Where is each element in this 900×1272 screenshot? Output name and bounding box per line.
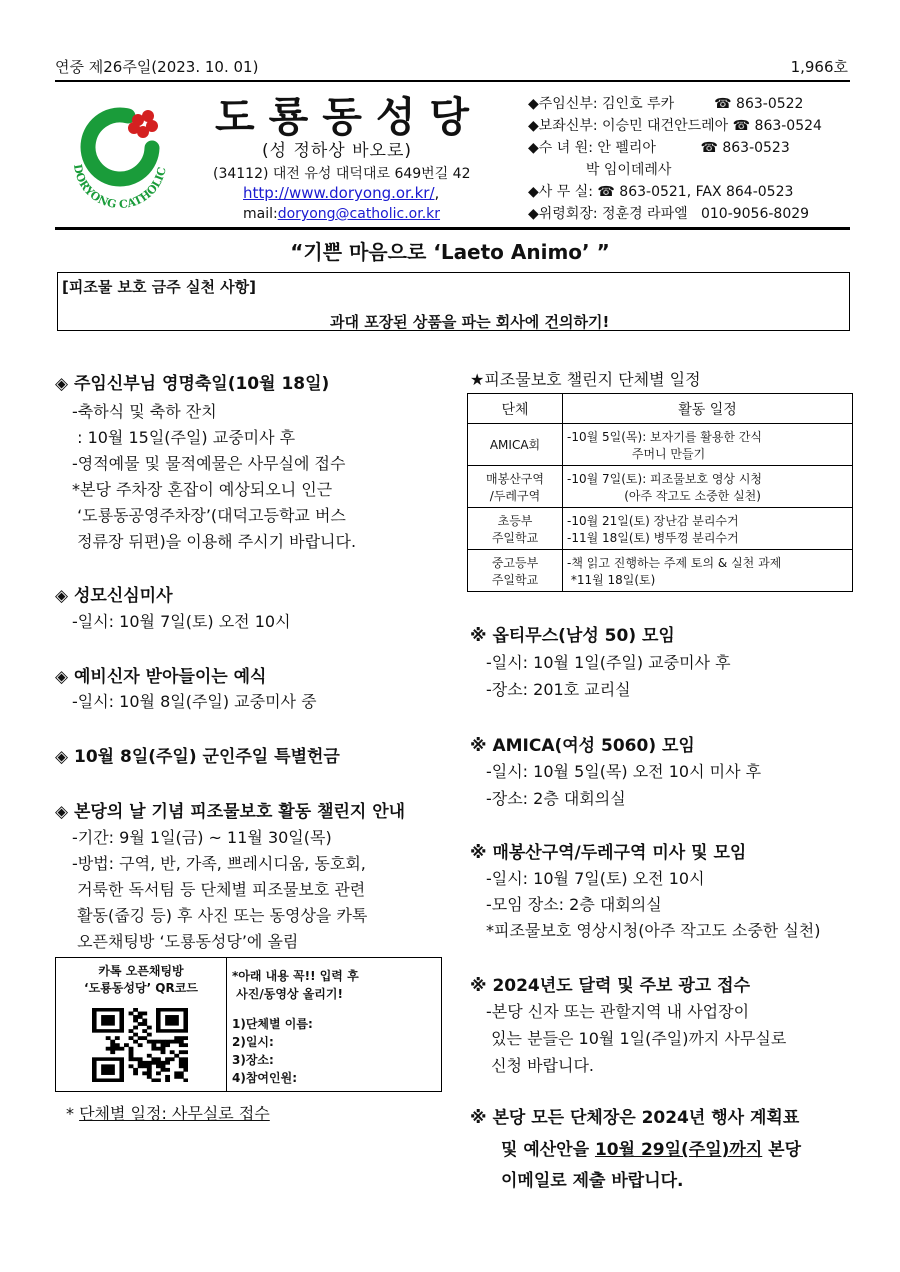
patron-saint: (성 정하상 바오로) bbox=[262, 141, 413, 161]
section-budget-notice-line-1: ※ 본당 모든 단체장은 2024년 행사 계획표 bbox=[470, 1108, 800, 1128]
qr-title-1: 카톡 오픈채팅방 bbox=[98, 964, 184, 978]
section-pastor-feast-title: ◈ 주임신부님 영명축일(10월 18일) bbox=[55, 374, 330, 394]
contact-assistant: ◆보좌신부: 이승민 대건안드레아 ☎ 863-0524 bbox=[528, 118, 822, 134]
contact-office: ◆사 무 실: ☎ 863-0521, FAX 864-0523 bbox=[528, 184, 794, 200]
list-item: -기간: 9월 1일(금) ~ 11월 30일(목) bbox=[72, 828, 332, 847]
list-item: 있는 분들은 10월 1일(주일)까지 사무실로 bbox=[486, 1029, 787, 1048]
qr-field-group: 1)단체별 이름: bbox=[232, 1017, 313, 1031]
list-item: 정류장 뒤편)을 이용해 주시기 바랍니다. bbox=[72, 532, 357, 551]
table-row bbox=[468, 550, 853, 592]
list-item: -방법: 구역, 반, 가족, 쁘레시디움, 동호회, bbox=[72, 854, 366, 873]
list-item: 거룩한 독서팀 등 단체별 피조물보호 관련 bbox=[72, 880, 366, 899]
schedule-table bbox=[467, 393, 853, 592]
qr-note-2: 사진/동영상 올리기! bbox=[232, 987, 343, 1001]
header-top-rule bbox=[55, 80, 850, 82]
list-item: -일시: 10월 8일(주일) 교중미사 중 bbox=[72, 692, 317, 711]
issue-number: 1,966호 bbox=[790, 58, 848, 76]
mail-label: mail: bbox=[243, 206, 278, 222]
table-header-group: 단체 bbox=[468, 394, 563, 424]
qr-field-date: 2)일시: bbox=[232, 1035, 274, 1049]
section-catechumen-title: ◈ 예비신자 받아들이는 예식 bbox=[55, 667, 267, 687]
homepage-line bbox=[243, 184, 439, 202]
contact-convent-2: 박 임이데레사 bbox=[528, 162, 672, 178]
church-logo bbox=[60, 100, 180, 220]
issue-info: 연중 제26주일(2023. 10. 01) bbox=[55, 58, 259, 76]
table-row bbox=[468, 424, 853, 466]
contact-memorial: ◆위령회장: 정훈경 라파엘 010-9056-8029 bbox=[528, 206, 810, 222]
list-item: 활동(줍깅 등) 후 사진 또는 동영상을 카톡 bbox=[72, 906, 368, 925]
section-budget-notice-line-3: 이메일로 제출 바랍니다. bbox=[501, 1171, 684, 1191]
list-item: -일시: 10월 7일(토) 오전 10시 bbox=[486, 869, 705, 888]
section-calendar-ad-title: ※ 2024년도 달력 및 주보 광고 접수 bbox=[470, 976, 750, 996]
table-cell-group: 중고등부 주일학교 bbox=[468, 550, 563, 592]
notice-box bbox=[57, 272, 850, 331]
notice-tag: [피조물 보호 금주 실천 사항] bbox=[62, 278, 256, 296]
list-item: 오픈채팅방 ‘도룡동성당’에 올림 bbox=[72, 932, 299, 951]
qr-title-2: ‘도룡동성당’ QR코드 bbox=[84, 981, 198, 995]
footnote-prefix: * bbox=[66, 1104, 80, 1123]
table-cell-group: 초등부 주일학교 bbox=[468, 508, 563, 550]
qr-code-icon[interactable] bbox=[92, 1008, 188, 1082]
list-item: 신청 바랍니다. bbox=[486, 1056, 594, 1075]
footnote bbox=[66, 1101, 270, 1124]
table-row bbox=[468, 508, 853, 550]
table-cell-group: AMICA회 bbox=[468, 424, 563, 466]
table-cell-group: 매봉산구역 /두레구역 bbox=[468, 466, 563, 508]
table-cell-schedule: -책 읽고 진행하는 주제 토의 & 실천 과제 *11월 18일(토) bbox=[563, 550, 853, 592]
qr-info-box bbox=[55, 957, 442, 1092]
church-name: 도룡동성당 bbox=[215, 93, 484, 141]
list-item: : 10월 15일(주일) 교중미사 후 bbox=[72, 428, 296, 447]
table-cell-schedule: -10월 21일(토) 장난감 분리수거 -11월 18일(토) 병뚜껑 분리수거 bbox=[563, 508, 853, 550]
table-cell-schedule: -10월 5일(목): 보자기를 활용한 간식 주머니 만들기 bbox=[563, 424, 853, 466]
table-header-schedule: 활동 일정 bbox=[563, 394, 853, 424]
list-item: -일시: 10월 7일(토) 오전 10시 bbox=[72, 612, 291, 631]
mail-link[interactable]: doryong@catholic.or.kr bbox=[277, 206, 441, 222]
qr-field-count: 4)참여인원: bbox=[232, 1071, 298, 1085]
deadline-date: 10월 29일(주일)까지 bbox=[594, 1140, 763, 1160]
section-budget-notice-line-2: 및 예산안을 10월 29일(주일)까지 본당 bbox=[501, 1140, 802, 1160]
header-bottom-rule bbox=[55, 227, 850, 230]
list-item: ‘도룡동공영주차장’(대덕고등학교 버스 bbox=[72, 506, 346, 525]
list-item: -일시: 10월 5일(목) 오전 10시 미사 후 bbox=[486, 762, 762, 781]
section-challenge-title: ◈ 본당의 날 기념 피조물보호 활동 챌린지 안내 bbox=[55, 802, 406, 822]
list-item: *피조물보호 영상시청(아주 작고도 소중한 실천) bbox=[486, 921, 821, 940]
section-amica-title: ※ AMICA(여성 5060) 모임 bbox=[470, 736, 695, 756]
contact-convent: ◆수 녀 원: 안 펠리아 ☎ 863-0523 bbox=[528, 140, 790, 156]
contact-pastor: ◆주임신부: 김인호 루카 ☎ 863-0522 bbox=[528, 96, 804, 112]
section-district-meeting-title: ※ 매봉산구역/두레구역 미사 및 모임 bbox=[470, 843, 747, 863]
list-item: -장소: 201호 교리실 bbox=[486, 680, 631, 699]
homepage-link[interactable]: http://www.doryong.or.kr/ bbox=[243, 184, 435, 202]
qr-note-1: *아래 내용 꼭!! 입력 후 bbox=[232, 969, 359, 983]
notice-text: 과대 포장된 상품을 파는 회사에 건의하기! bbox=[330, 313, 610, 331]
qr-field-place: 3)장소: bbox=[232, 1053, 274, 1067]
church-address: (34112) 대전 유성 대덕대로 649번길 42 bbox=[213, 166, 471, 182]
list-item: -장소: 2층 대회의실 bbox=[486, 789, 626, 808]
table-row bbox=[468, 466, 853, 508]
list-item: -축하식 및 축하 잔치 bbox=[72, 402, 217, 421]
list-item: *본당 주차장 혼잡이 예상되오니 인근 bbox=[72, 480, 333, 499]
table-cell-schedule: -10월 7일(토): 피조물보호 영상 시청 (아주 작고도 소중한 실천) bbox=[563, 466, 853, 508]
homepage-suffix: , bbox=[434, 184, 440, 202]
motto: “기쁜 마음으로 ‘Laeto Animo’ ” bbox=[290, 240, 610, 264]
list-item: -본당 신자 또는 관할지역 내 사업장이 bbox=[486, 1002, 750, 1021]
section-optimus-title: ※ 옵티무스(남성 50) 모임 bbox=[470, 626, 675, 646]
list-item: -일시: 10월 1일(주일) 교중미사 후 bbox=[486, 653, 731, 672]
list-item: -영적예물 및 물적예물은 사무실에 접수 bbox=[72, 454, 346, 473]
list-item: -모임 장소: 2층 대회의실 bbox=[486, 895, 662, 914]
svg-text:DORYONG CATHOLIC: DORYONG CATHOLIC bbox=[70, 163, 169, 212]
section-marian-mass-title: ◈ 성모신심미사 bbox=[55, 586, 173, 606]
schedule-table-title: ★피조물보호 챌린지 단체별 일정 bbox=[470, 370, 701, 389]
section-military-offering-title: ◈ 10월 8일(주일) 군인주일 특별헌금 bbox=[55, 747, 340, 767]
footnote-text: 단체별 일정: 사무실로 접수 bbox=[79, 1104, 270, 1123]
mail-line bbox=[243, 206, 440, 222]
